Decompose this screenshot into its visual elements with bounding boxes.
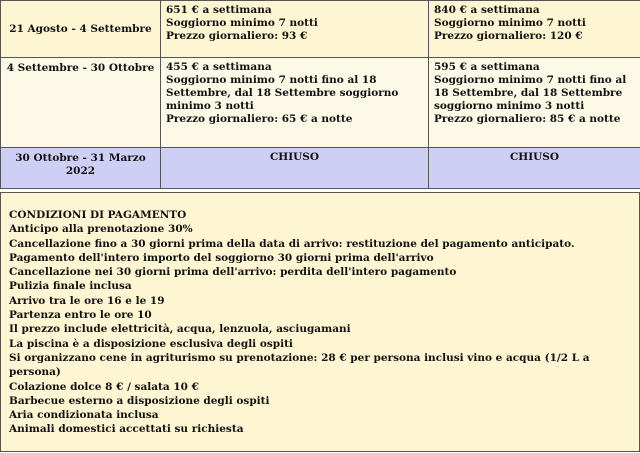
condition-item: Animali domestici accettati su richiesta [9,423,244,436]
table-row [1,148,640,189]
condition-item: Si organizzano cene in agriturismo su prenotazione: 28 € per persona inclusi vino e acqua (1/2 L a persona) [9,351,590,379]
period-label: 30 Ottobre - 31 Marzo 2022 [15,152,146,177]
period-cell [1,1,161,58]
minimum-stay: Soggiorno minimo 7 notti fino al 18 Settembre, dal 18 Settembre soggiorno minimo 3 notti [166,74,399,112]
price-cell-b [429,58,640,148]
weekly-price: 651 € a settimana [166,4,272,16]
price-cell-b [429,1,640,58]
price-cell-a [161,1,429,58]
daily-price: Prezzo giornaliero: 93 € [166,30,308,42]
condition-item: Il prezzo include elettricità, acqua, lenzuola, asciugamani [9,323,351,336]
period-label: 21 Agosto - 4 Settembre [9,22,152,35]
closed-cell-a [161,148,429,189]
condition-item: Barbecue esterno a disposizione degli ospiti [9,394,270,407]
daily-price: Prezzo giornaliero: 120 € [434,30,583,42]
closed-label: CHIUSO [269,151,320,163]
condition-item: Anticipo alla prenotazione 30% [9,223,193,236]
condition-item: Cancellazione fino a 30 giorni prima della data di arrivo: restituzione del pagamento anticipato. [9,237,575,250]
condition-item: La piscina è a disposizione esclusiva degli ospiti [9,337,293,350]
period-label: 4 Settembre - 30 Ottobre [6,62,155,74]
price-cell-a [161,58,429,148]
daily-price: Prezzo giornaliero: 85 € a notte [434,113,621,125]
condition-item: Pagamento dell'intero importo del soggiorno 30 giorni prima dell'arrivo [9,251,434,264]
condition-item: Colazione dolce 8 € / salata 10 € [9,380,199,393]
period-cell [1,148,161,189]
closed-cell-b [429,148,640,189]
daily-price: Prezzo giornaliero: 65 € a notte [166,113,353,125]
condition-item: Cancellazione nei 30 giorni prima dell'arrivo: perdita dell'intero pagamento [9,266,457,279]
minimum-stay: Soggiorno minimo 7 notti [434,17,586,29]
period-cell [1,58,161,148]
payment-conditions [0,192,640,452]
weekly-price: 595 € a settimana [434,61,540,73]
weekly-price: 455 € a settimana [166,61,272,73]
closed-label: CHIUSO [509,151,560,163]
condition-item: Partenza entro le ore 10 [9,309,152,322]
weekly-price: 840 € a settimana [434,4,540,16]
table-row [1,1,640,58]
minimum-stay: Soggiorno minimo 7 notti fino al 18 Settembre, dal 18 Settembre soggiorno minimo 3 notti [434,74,627,112]
table-row [1,58,640,148]
condition-item: Pulizia finale inclusa [9,280,132,293]
price-table [0,0,640,189]
conditions-title: CONDIZIONI DI PAGAMENTO [9,209,187,221]
condition-item: Arrivo tra le ore 16 e le 19 [9,294,165,307]
condition-item: Aria condizionata inclusa [9,409,159,422]
minimum-stay: Soggiorno minimo 7 notti [166,17,318,29]
